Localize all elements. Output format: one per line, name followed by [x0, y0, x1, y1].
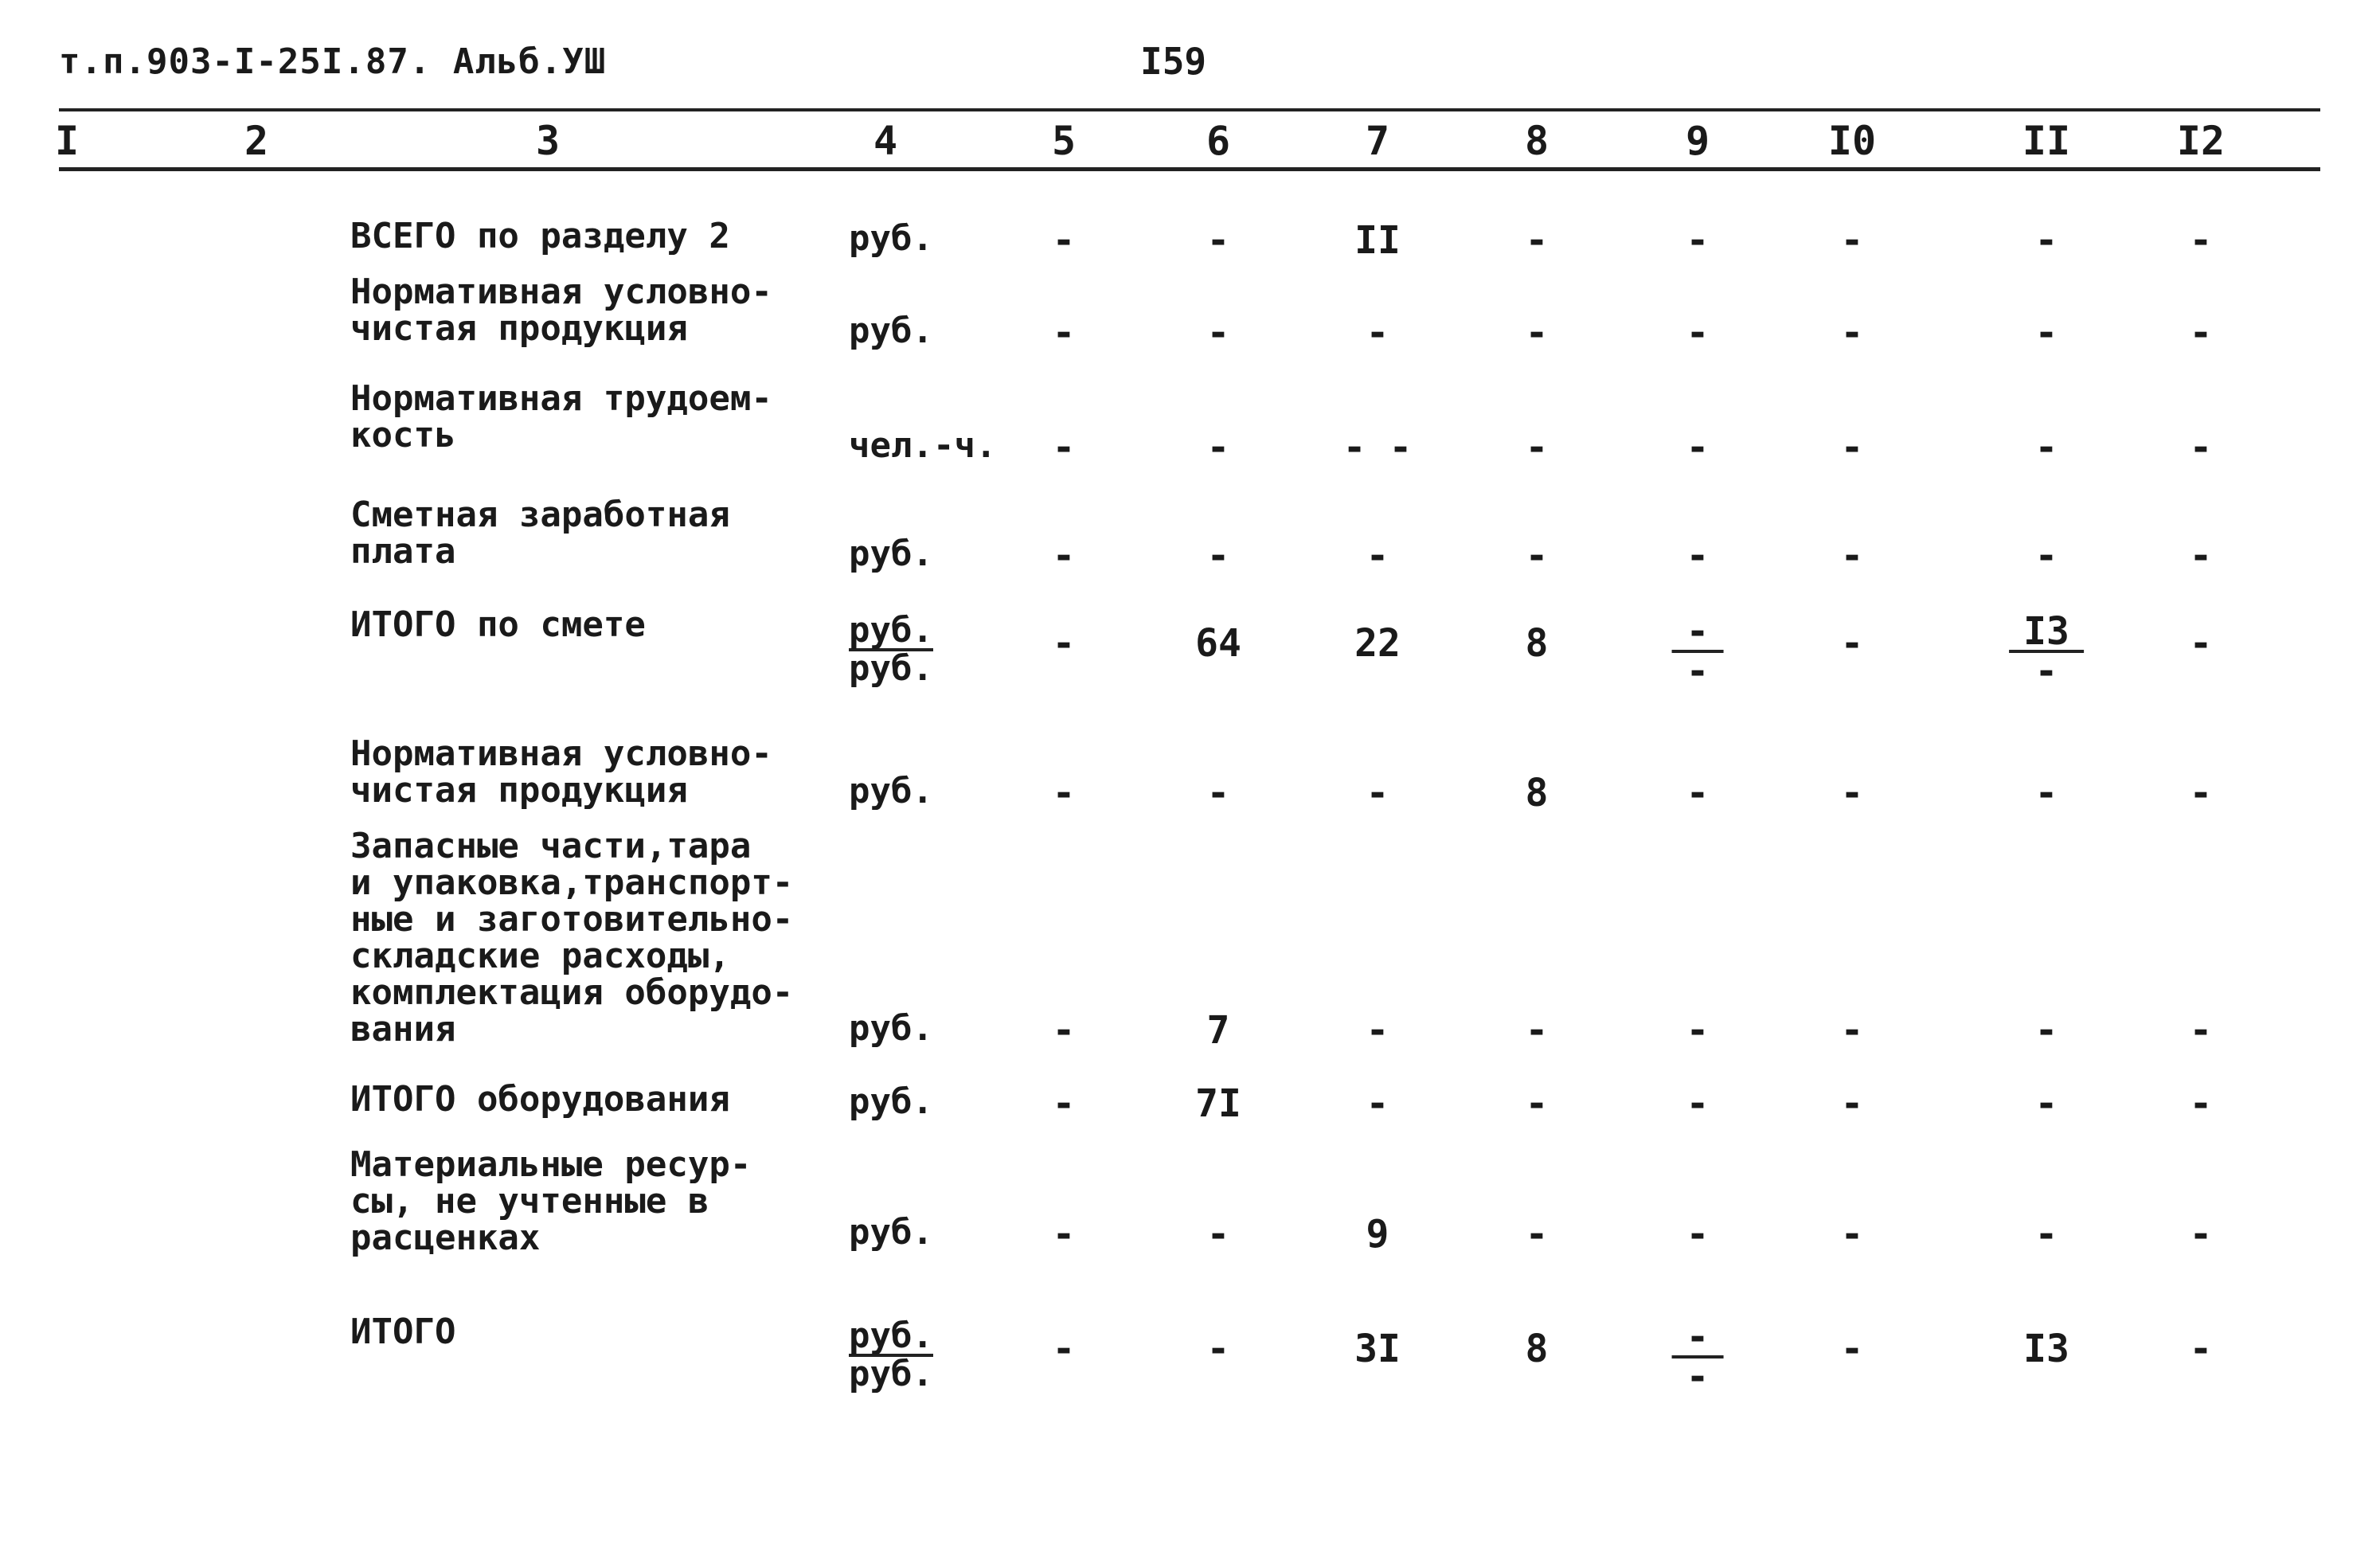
row-description: ВСЕГО по разделу 2: [350, 216, 730, 256]
column-number-3: 3: [535, 118, 561, 164]
row-description: ИТОГО по смете: [350, 604, 646, 645]
cell-col-7: -: [1366, 534, 1389, 578]
cell-col-11: [2009, 609, 2084, 694]
cell-col-12: -: [2189, 1008, 2213, 1053]
cell-col-5: -: [1052, 425, 1076, 470]
row-unit: [849, 1315, 933, 1394]
cell-col-5: -: [1052, 534, 1076, 578]
cell-col-6: -: [1206, 1327, 1230, 1371]
row-unit: руб.: [849, 771, 933, 811]
cell-col-11: -: [2034, 311, 2058, 355]
cell-col-9: [1672, 1315, 1724, 1399]
row-description: Нормативная условно- чистая продукция: [350, 272, 772, 349]
cell-col-9: [1672, 609, 1724, 694]
cell-col-7: 22: [1354, 621, 1401, 666]
cell-col-5: -: [1052, 1327, 1076, 1371]
unit-numerator: руб.: [849, 610, 933, 651]
column-number-8: 8: [1524, 118, 1550, 164]
row-description: ИТОГО: [350, 1312, 456, 1352]
unit-denominator: руб.: [849, 648, 933, 689]
cell-col-8: 8: [1525, 621, 1549, 666]
cell-col-7: -: [1366, 1008, 1389, 1053]
cell-col-11: -: [2034, 1081, 2058, 1126]
row-unit: руб.: [849, 1212, 933, 1253]
cell-col-9: -: [1686, 1008, 1710, 1053]
row-description: Нормативная трудоем- кость: [350, 378, 772, 455]
cell-col-8: -: [1525, 425, 1549, 470]
cell-col-7: 3I: [1354, 1327, 1401, 1371]
row-unit: чел.-ч.: [849, 425, 997, 466]
cell-col-12: -: [2189, 1327, 2213, 1371]
cell-col-8: -: [1525, 534, 1549, 578]
cell-col-6: -: [1206, 311, 1230, 355]
cell-denominator: -: [1686, 649, 1710, 694]
cell-col-10: -: [1840, 1327, 1864, 1371]
cell-col-10: -: [1840, 425, 1864, 470]
cell-col-7: -: [1366, 771, 1389, 815]
column-number-9: 9: [1685, 118, 1710, 164]
cell-col-11: -: [2034, 218, 2058, 263]
cell-col-6: -: [1206, 218, 1230, 263]
cell-col-10: -: [1840, 621, 1864, 666]
cell-col-7: -: [1366, 311, 1389, 355]
cell-col-10: -: [1840, 311, 1864, 355]
cell-col-9: -: [1686, 1081, 1710, 1126]
cell-col-6: -: [1206, 534, 1230, 578]
cell-col-7: -: [1366, 1081, 1389, 1126]
cell-numerator: I3: [2009, 613, 2084, 653]
column-number-12: I2: [2176, 118, 2226, 164]
cell-col-8: -: [1525, 311, 1549, 355]
column-number-1: I: [54, 118, 80, 164]
column-number-6: 6: [1206, 118, 1231, 164]
cell-col-9: -: [1686, 771, 1710, 815]
cell-numerator: -: [1672, 1319, 1724, 1358]
cell-denominator: -: [2034, 649, 2058, 694]
cell-col-10: -: [1840, 534, 1864, 578]
cell-numerator: -: [1672, 613, 1724, 653]
cell-col-7: II: [1354, 218, 1401, 263]
cell-col-10: -: [1840, 218, 1864, 263]
cell-col-6: -: [1206, 771, 1230, 815]
cell-col-11: -: [2034, 425, 2058, 470]
row-description: Материальные ресур- сы, не учтенные в расценках: [350, 1144, 752, 1258]
document-code: т.п.903-I-25I.87. Альб.УШ: [59, 41, 607, 82]
table-top-rule: [59, 108, 2320, 111]
row-unit: руб.: [849, 534, 933, 574]
cell-col-10: -: [1840, 1081, 1864, 1126]
cell-col-12: -: [2189, 218, 2213, 263]
cell-col-8: 8: [1525, 1327, 1549, 1371]
row-unit: руб.: [849, 311, 933, 351]
row-description: Сметная заработная плата: [350, 495, 730, 572]
column-number-10: I0: [1827, 118, 1877, 164]
unit-numerator: руб.: [849, 1315, 933, 1356]
cell-col-9: -: [1686, 1212, 1710, 1257]
cell-col-12: -: [2189, 534, 2213, 578]
cell-col-5: -: [1052, 1008, 1076, 1053]
cell-col-6: 7I: [1195, 1081, 1241, 1126]
cell-col-5: -: [1052, 771, 1076, 815]
cell-col-8: -: [1525, 218, 1549, 263]
cell-col-12: -: [2189, 771, 2213, 815]
cell-col-9: -: [1686, 311, 1710, 355]
row-unit: руб.: [849, 1008, 933, 1049]
cell-col-12: -: [2189, 621, 2213, 666]
cell-col-6: 7: [1206, 1008, 1230, 1053]
row-description: Нормативная условно- чистая продукция: [350, 733, 772, 811]
cell-col-5: -: [1052, 1081, 1076, 1126]
page-number: I59: [1140, 40, 1207, 83]
cell-col-12: -: [2189, 425, 2213, 470]
cell-col-12: -: [2189, 1212, 2213, 1257]
cell-col-9: -: [1686, 218, 1710, 263]
column-number-5: 5: [1051, 118, 1077, 164]
cell-col-10: -: [1840, 1008, 1864, 1053]
cell-col-9: -: [1686, 425, 1710, 470]
cell-col-11: -: [2034, 1212, 2058, 1257]
cell-col-5: -: [1052, 311, 1076, 355]
unit-denominator: руб.: [849, 1354, 933, 1394]
cell-col-11: I3: [2023, 1327, 2069, 1371]
cell-col-11: -: [2034, 1008, 2058, 1053]
cell-col-12: -: [2189, 311, 2213, 355]
column-number-2: 2: [244, 118, 269, 164]
cell-col-11: -: [2034, 534, 2058, 578]
cell-col-5: -: [1052, 1212, 1076, 1257]
cell-col-5: -: [1052, 218, 1076, 263]
cell-col-6: -: [1206, 1212, 1230, 1257]
row-description: Запасные части,тара и упаковка,транспорт- ные и заготовительно- складские расходы, комплектация оборудо- вания: [350, 826, 794, 1050]
cell-col-10: -: [1840, 1212, 1864, 1257]
row-unit: руб.: [849, 218, 933, 259]
cell-col-8: -: [1525, 1008, 1549, 1053]
row-description: ИТОГО оборудования: [350, 1079, 730, 1120]
cell-col-8: -: [1525, 1081, 1549, 1126]
column-number-11: II: [2022, 118, 2071, 164]
cell-col-10: -: [1840, 771, 1864, 815]
row-unit: руб.: [849, 1081, 933, 1122]
cell-col-12: -: [2189, 1081, 2213, 1126]
cell-col-6: -: [1206, 425, 1230, 470]
cell-col-8: -: [1525, 1212, 1549, 1257]
cell-col-6: 64: [1195, 621, 1241, 666]
row-unit: [849, 610, 933, 689]
cell-col-11: -: [2034, 771, 2058, 815]
cell-denominator: -: [1686, 1355, 1710, 1399]
cell-col-8: 8: [1525, 771, 1549, 815]
cell-col-7: 9: [1366, 1212, 1389, 1257]
cell-col-5: -: [1052, 621, 1076, 666]
cell-col-9: -: [1686, 534, 1710, 578]
column-number-4: 4: [873, 118, 898, 164]
table-header-rule: [59, 167, 2320, 171]
column-number-7: 7: [1365, 118, 1390, 164]
cell-col-7: - -: [1342, 425, 1413, 470]
